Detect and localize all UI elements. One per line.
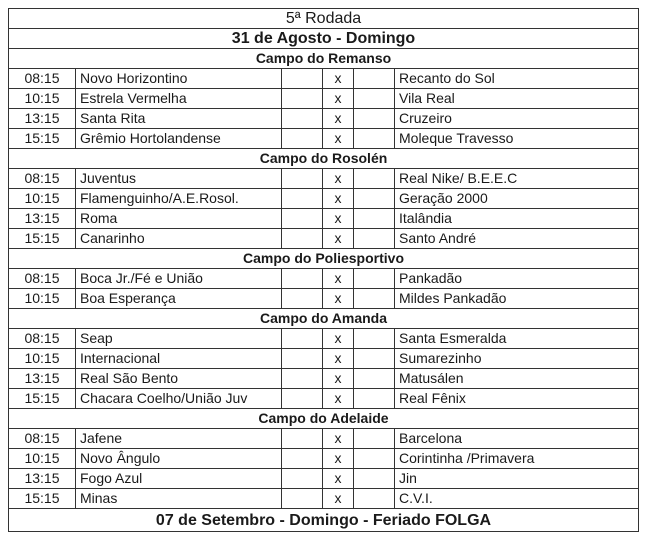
home-team: Novo Ângulo bbox=[76, 449, 282, 469]
away-score-cell bbox=[354, 189, 395, 209]
home-score-cell bbox=[282, 189, 323, 209]
footer-note: 07 de Setembro - Domingo - Feriado FOLGA bbox=[9, 509, 639, 532]
home-team: Roma bbox=[76, 209, 282, 229]
away-team: Sumarezinho bbox=[395, 349, 639, 369]
home-team: Novo Horizontino bbox=[76, 69, 282, 89]
away-score-cell bbox=[354, 169, 395, 189]
match-time: 08:15 bbox=[9, 169, 76, 189]
home-score-cell bbox=[282, 169, 323, 189]
match-time: 10:15 bbox=[9, 289, 76, 309]
away-team: Santa Esmeralda bbox=[395, 329, 639, 349]
field-header-row bbox=[9, 309, 639, 329]
away-team: Geração 2000 bbox=[395, 189, 639, 209]
home-score-cell bbox=[282, 209, 323, 229]
versus-mark: x bbox=[323, 469, 354, 489]
match-time: 08:15 bbox=[9, 429, 76, 449]
home-team: Fogo Azul bbox=[76, 469, 282, 489]
match-time: 13:15 bbox=[9, 109, 76, 129]
away-score-cell bbox=[354, 349, 395, 369]
match-time: 15:15 bbox=[9, 389, 76, 409]
home-team: Internacional bbox=[76, 349, 282, 369]
match-time: 15:15 bbox=[9, 229, 76, 249]
versus-mark: x bbox=[323, 229, 354, 249]
field-name: Campo do Adelaide bbox=[9, 409, 639, 429]
away-team: Mildes Pankadão bbox=[395, 289, 639, 309]
date-header-row bbox=[9, 29, 639, 49]
home-score-cell bbox=[282, 229, 323, 249]
home-score-cell bbox=[282, 369, 323, 389]
home-team: Canarinho bbox=[76, 229, 282, 249]
match-row bbox=[9, 469, 639, 489]
away-score-cell bbox=[354, 329, 395, 349]
versus-mark: x bbox=[323, 389, 354, 409]
match-time: 10:15 bbox=[9, 449, 76, 469]
away-score-cell bbox=[354, 109, 395, 129]
field-name: Campo do Amanda bbox=[9, 309, 639, 329]
home-team: Juventus bbox=[76, 169, 282, 189]
away-score-cell bbox=[354, 69, 395, 89]
match-row bbox=[9, 449, 639, 469]
match-time: 08:15 bbox=[9, 329, 76, 349]
away-team: Italândia bbox=[395, 209, 639, 229]
field-name: Campo do Poliesportivo bbox=[9, 249, 639, 269]
match-row bbox=[9, 489, 639, 509]
versus-mark: x bbox=[323, 209, 354, 229]
away-team: Jin bbox=[395, 469, 639, 489]
match-row bbox=[9, 109, 639, 129]
home-team: Grêmio Hortolandense bbox=[76, 129, 282, 149]
home-score-cell bbox=[282, 89, 323, 109]
away-team: Vila Real bbox=[395, 89, 639, 109]
away-team: Moleque Travesso bbox=[395, 129, 639, 149]
versus-mark: x bbox=[323, 89, 354, 109]
match-row bbox=[9, 389, 639, 409]
away-team: Barcelona bbox=[395, 429, 639, 449]
match-time: 13:15 bbox=[9, 369, 76, 389]
footer-row bbox=[9, 509, 639, 532]
home-score-cell bbox=[282, 429, 323, 449]
versus-mark: x bbox=[323, 289, 354, 309]
away-team: Santo André bbox=[395, 229, 639, 249]
home-score-cell bbox=[282, 289, 323, 309]
away-team: Real Fênix bbox=[395, 389, 639, 409]
match-time: 13:15 bbox=[9, 209, 76, 229]
away-score-cell bbox=[354, 289, 395, 309]
versus-mark: x bbox=[323, 489, 354, 509]
home-score-cell bbox=[282, 69, 323, 89]
away-score-cell bbox=[354, 469, 395, 489]
away-score-cell bbox=[354, 369, 395, 389]
away-team: Pankadão bbox=[395, 269, 639, 289]
match-row bbox=[9, 429, 639, 449]
away-team: Corintinha /Primavera bbox=[395, 449, 639, 469]
match-row bbox=[9, 349, 639, 369]
match-row bbox=[9, 89, 639, 109]
away-team: Cruzeiro bbox=[395, 109, 639, 129]
match-time: 10:15 bbox=[9, 349, 76, 369]
away-score-cell bbox=[354, 209, 395, 229]
field-header-row bbox=[9, 49, 639, 69]
field-name: Campo do Remanso bbox=[9, 49, 639, 69]
match-row bbox=[9, 129, 639, 149]
match-row bbox=[9, 369, 639, 389]
match-row bbox=[9, 329, 639, 349]
home-score-cell bbox=[282, 449, 323, 469]
away-team: Recanto do Sol bbox=[395, 69, 639, 89]
match-time: 15:15 bbox=[9, 489, 76, 509]
versus-mark: x bbox=[323, 169, 354, 189]
match-row bbox=[9, 69, 639, 89]
away-score-cell bbox=[354, 389, 395, 409]
versus-mark: x bbox=[323, 109, 354, 129]
home-score-cell bbox=[282, 129, 323, 149]
versus-mark: x bbox=[323, 189, 354, 209]
away-score-cell bbox=[354, 269, 395, 289]
field-header-row bbox=[9, 149, 639, 169]
schedule-sheet bbox=[8, 8, 638, 532]
match-row bbox=[9, 269, 639, 289]
home-score-cell bbox=[282, 329, 323, 349]
match-time: 13:15 bbox=[9, 469, 76, 489]
versus-mark: x bbox=[323, 269, 354, 289]
versus-mark: x bbox=[323, 429, 354, 449]
match-time: 08:15 bbox=[9, 269, 76, 289]
versus-mark: x bbox=[323, 349, 354, 369]
match-date: 31 de Agosto - Domingo bbox=[9, 29, 639, 49]
home-team: Flamenguinho/A.E.Rosol. bbox=[76, 189, 282, 209]
match-row bbox=[9, 209, 639, 229]
match-time: 10:15 bbox=[9, 89, 76, 109]
home-score-cell bbox=[282, 109, 323, 129]
away-team: Real Nike/ B.E.E.C bbox=[395, 169, 639, 189]
home-team: Seap bbox=[76, 329, 282, 349]
home-team: Jafene bbox=[76, 429, 282, 449]
versus-mark: x bbox=[323, 329, 354, 349]
match-time: 15:15 bbox=[9, 129, 76, 149]
round-title: 5ª Rodada bbox=[9, 9, 639, 29]
away-team: C.V.I. bbox=[395, 489, 639, 509]
match-time: 10:15 bbox=[9, 189, 76, 209]
home-team: Minas bbox=[76, 489, 282, 509]
home-score-cell bbox=[282, 349, 323, 369]
away-score-cell bbox=[354, 129, 395, 149]
match-row bbox=[9, 289, 639, 309]
home-team: Estrela Vermelha bbox=[76, 89, 282, 109]
match-row bbox=[9, 229, 639, 249]
away-score-cell bbox=[354, 429, 395, 449]
home-score-cell bbox=[282, 389, 323, 409]
versus-mark: x bbox=[323, 129, 354, 149]
match-time: 08:15 bbox=[9, 69, 76, 89]
home-team: Boca Jr./Fé e União bbox=[76, 269, 282, 289]
away-score-cell bbox=[354, 229, 395, 249]
away-score-cell bbox=[354, 449, 395, 469]
home-team: Real São Bento bbox=[76, 369, 282, 389]
away-score-cell bbox=[354, 489, 395, 509]
away-score-cell bbox=[354, 89, 395, 109]
schedule-table bbox=[8, 8, 639, 532]
versus-mark: x bbox=[323, 449, 354, 469]
home-score-cell bbox=[282, 469, 323, 489]
home-team: Chacara Coelho/União Juv bbox=[76, 389, 282, 409]
home-score-cell bbox=[282, 489, 323, 509]
versus-mark: x bbox=[323, 369, 354, 389]
field-name: Campo do Rosolén bbox=[9, 149, 639, 169]
away-team: Matusálen bbox=[395, 369, 639, 389]
home-team: Santa Rita bbox=[76, 109, 282, 129]
match-row bbox=[9, 169, 639, 189]
home-score-cell bbox=[282, 269, 323, 289]
versus-mark: x bbox=[323, 69, 354, 89]
field-header-row bbox=[9, 249, 639, 269]
round-header-row bbox=[9, 9, 639, 29]
field-header-row bbox=[9, 409, 639, 429]
home-team: Boa Esperança bbox=[76, 289, 282, 309]
match-row bbox=[9, 189, 639, 209]
